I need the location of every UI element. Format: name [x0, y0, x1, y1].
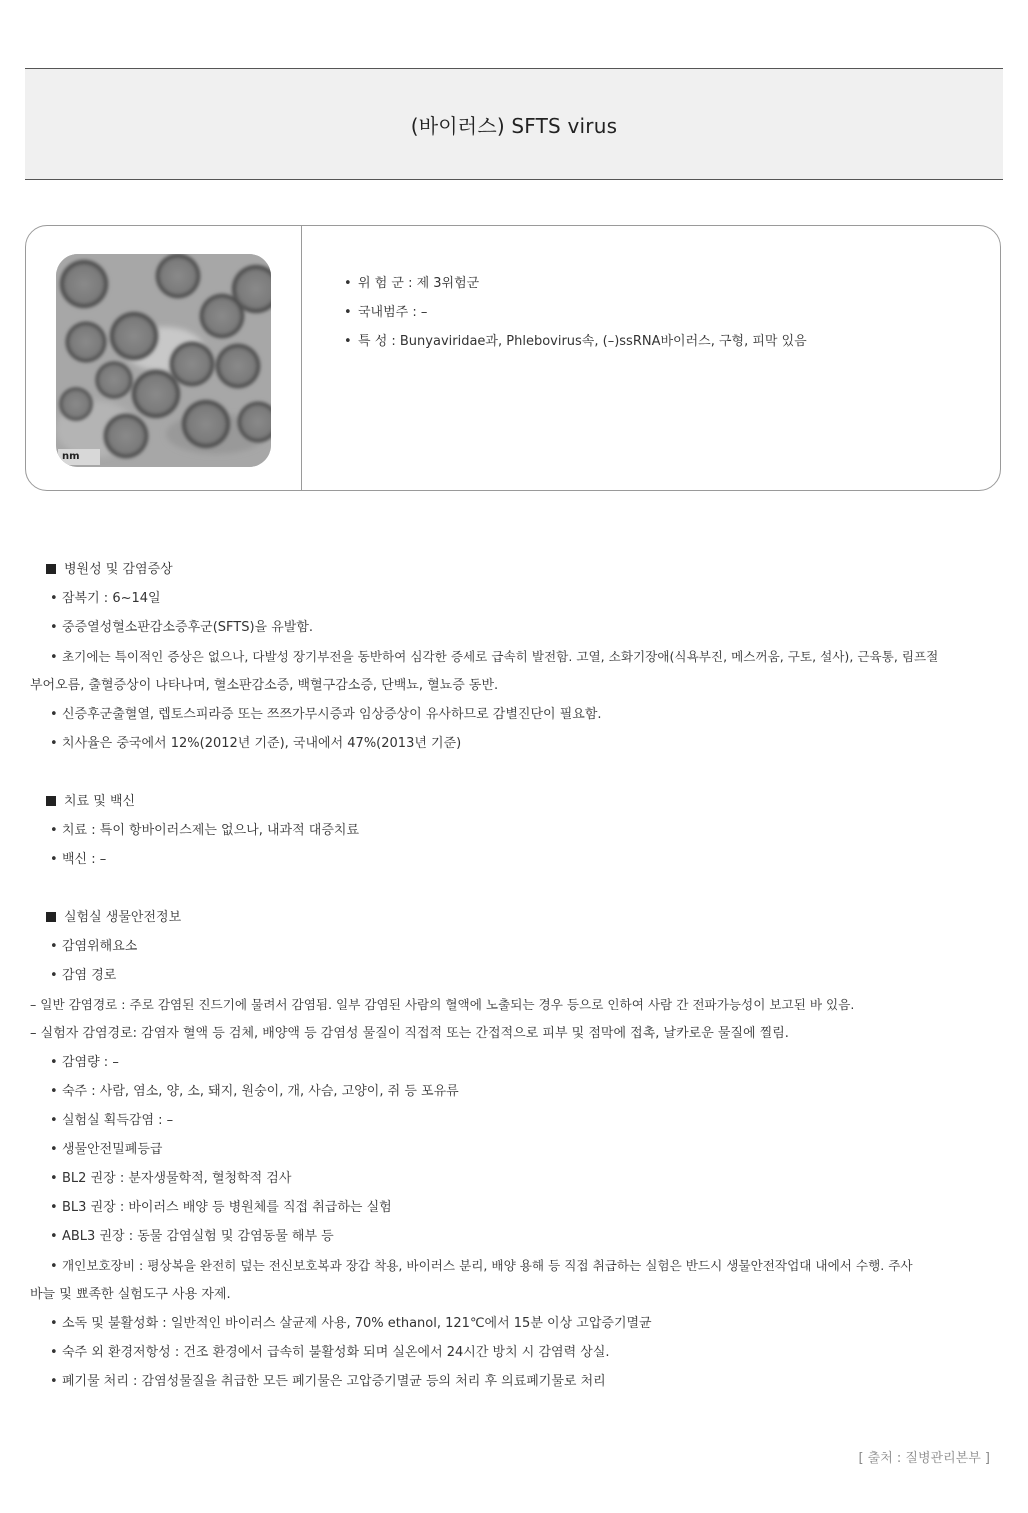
fact-characteristics: • 특 성 : Bunyaviridae과, Phlebovirus속, (–)ssRNA바이러스, 구형, 피막 있음: [344, 334, 807, 349]
list-item: • 백신 : –: [50, 852, 107, 867]
list-item: • 치료 : 특이 항바이러스제는 없으나, 내과적 대증치료: [50, 823, 360, 838]
list-item-continuation: 부어오름, 출혈증상이 나타나며, 혈소판감소증, 백혈구감소증, 단백뇨, 혈뇨증 동반.: [30, 678, 499, 693]
list-item: • 소독 및 불활성화 : 일반적인 바이러스 살균제 사용, 70% ethanol, 121℃에서 15분 이상 고압증기멸균: [50, 1316, 652, 1331]
fact-list: [344, 274, 807, 361]
list-item: • 생물안전밀폐등급: [50, 1142, 163, 1157]
body-text: [30, 559, 1006, 1400]
list-item: • 숙주 : 사람, 염소, 양, 소, 돼지, 원숭이, 개, 사슴, 고양이, 쥐 등 포유류: [50, 1084, 459, 1099]
list-item-dash: – 실험자 감염경로: 감염자 혈액 등 검체, 배양액 등 감염성 물질이 직접적 또는 간접적으로 피부 및 점막에 접촉, 날카로운 물질에 찔림.: [30, 1026, 789, 1041]
section-heading-treatment: 치료 및 백신: [46, 791, 1006, 820]
list-item-continuation: 바늘 및 뾰족한 실험도구 사용 자제.: [30, 1287, 231, 1302]
list-item: • BL3 권장 : 바이러스 배양 등 병원체를 직접 취급하는 실험: [50, 1200, 392, 1215]
list-item: • 실험실 획득감염 : –: [50, 1113, 174, 1128]
list-item: • 감염위해요소: [50, 939, 138, 954]
list-item: • 개인보호장비 : 평상복을 완전히 덮는 전신보호복과 장갑 착용, 바이러스 분리, 배양 용해 등 직접 취급하는 실험은 반드시 생물안전작업대 내에서 수행. 주사: [50, 1258, 913, 1274]
list-item: • 초기에는 특이적인 증상은 없으나, 다발성 장기부전을 동반하여 심각한 증세로 급속히 발전함. 고열, 소화기장애(식욕부진, 메스꺼움, 구토, 설사), 근육통, 림프절: [50, 649, 939, 665]
title-band: [25, 68, 1003, 180]
square-bullet-icon: [46, 796, 56, 806]
list-item: • 중증열성혈소판감소증후군(SFTS)을 유발함.: [50, 620, 314, 635]
list-item: • ABL3 권장 : 동물 감염실험 및 감염동물 해부 등: [50, 1229, 334, 1244]
section-heading-pathogenicity: 병원성 및 감염증상: [46, 559, 1006, 588]
page-title: (바이러스) SFTS virus: [410, 113, 618, 138]
source-credit: [ 출처 : 질병관리본부 ]: [858, 1451, 990, 1466]
list-item: • 숙주 외 환경저항성 : 건조 환경에서 급속히 불활성화 되며 실온에서 24시간 방치 시 감염력 상실.: [50, 1345, 610, 1360]
section-heading-biosafety: 실험실 생물안전정보: [46, 907, 1006, 936]
list-item: • 신증후군출혈열, 렙토스피라증 또는 쯔쯔가무시증과 임상증상이 유사하므로 감별진단이 필요함.: [50, 707, 602, 722]
list-item: • 폐기물 처리 : 감염성물질을 취급한 모든 폐기물은 고압증기멸균 등의 처리 후 의료폐기물로 처리: [50, 1374, 606, 1389]
square-bullet-icon: [46, 912, 56, 922]
list-item: • 감염 경로: [50, 968, 117, 983]
fact-domestic-category: • 국내범주 : –: [344, 305, 428, 320]
list-item: • 감염량 : –: [50, 1055, 119, 1070]
square-bullet-icon: [46, 564, 56, 574]
card-divider: [301, 226, 302, 490]
list-item: • BL2 권장 : 분자생물학적, 혈청학적 검사: [50, 1171, 292, 1186]
list-item: • 잠복기 : 6~14일: [50, 591, 161, 606]
scale-bar-label: nm: [58, 449, 100, 465]
virus-micrograph: [56, 254, 271, 467]
list-item: • 치사율은 중국에서 12%(2012년 기준), 국내에서 47%(2013년 기준): [50, 736, 462, 751]
fact-risk-group: • 위 험 군 : 제 3위험군: [344, 276, 480, 291]
info-card: [25, 225, 1001, 491]
list-item-dash: – 일반 감염경로 : 주로 감염된 진드기에 물려서 감염됨. 일부 감염된 사람의 혈액에 노출되는 경우 등으로 인하여 사람 간 전파가능성이 보고된 바 있음.: [30, 997, 855, 1012]
